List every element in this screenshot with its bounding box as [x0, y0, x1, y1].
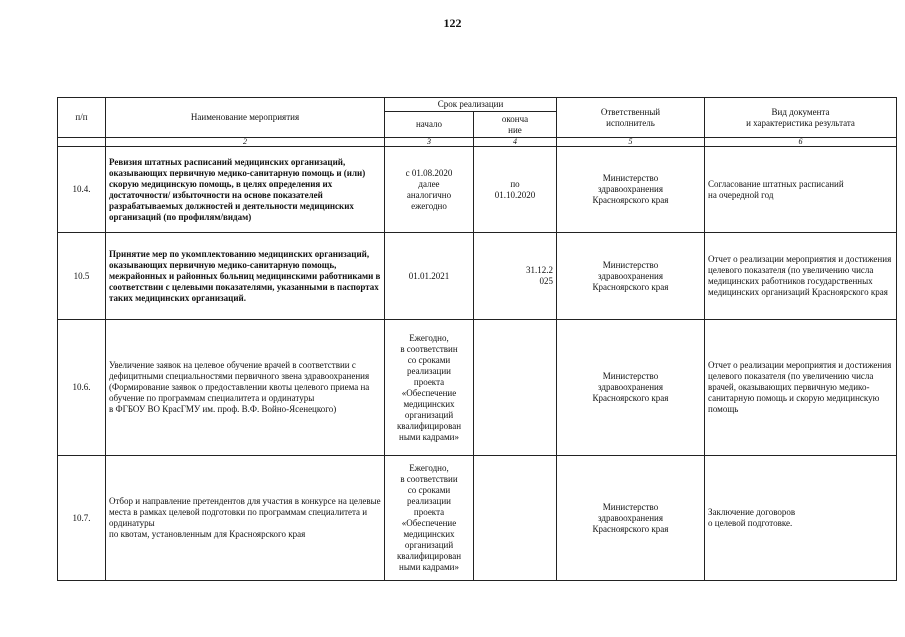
result: Отчет о реализации мероприятия и достижения целевого показателя (по увеличению числа медицинских работников государственных медицинских организаций Красноярского края: [705, 233, 897, 320]
responsible: Министерство здравоохранения Красноярского края: [557, 456, 705, 581]
result: Отчет о реализации мероприятия и достижения целевого показателя (по увеличению числа врачей, оказывающих первичную медико-санитарную помощь и скорую медицинскую помощь: [705, 320, 897, 456]
end-date: [474, 320, 557, 456]
column-number-empty: [58, 138, 106, 147]
row-number: 10.7.: [58, 456, 106, 581]
header-result: Вид документа и характеристика результата: [705, 98, 897, 138]
header-responsible: Ответственный исполнитель: [557, 98, 705, 138]
table-row: [58, 320, 897, 456]
result: Заключение договоров о целевой подготовке.: [705, 456, 897, 581]
activity-name: Отбор и направление претендентов для участия в конкурсе на целевые места в рамках целевой подготовки по программам специалитета и ординатуры по квотам, установленным для Красноярского края: [106, 456, 385, 581]
row-number: 10.6.: [58, 320, 106, 456]
end-date: [474, 456, 557, 581]
header-end: оконча ние: [474, 112, 557, 138]
activity-name: Принятие мер по укомплектованию медицинских организаций, оказывающих первичную медико-санитарную помощь, межрайонных и районных больниц медицинскими работниками в соответствии с целевыми показателями, указанными в паспортах таких медицинских организаций.: [106, 233, 385, 320]
activity-name: Увеличение заявок на целевое обучение врачей в соответствии с дефицитными специальностями первичного звена здравоохранения (Формирование заявок о предоставлении квоты целевого приема на обучение по программам специалитета и ординатуры в ФГБОУ ВО КрасГМУ им. проф. В.Ф. Войно-Ясенецкого): [106, 320, 385, 456]
responsible: Министерство здравоохранения Красноярского края: [557, 320, 705, 456]
activities-table: [57, 97, 897, 581]
column-number: 5: [557, 138, 705, 147]
result: Согласование штатных расписаний на очередной год: [705, 147, 897, 233]
column-number: 3: [385, 138, 474, 147]
table-row: [58, 233, 897, 320]
page-number: 122: [443, 16, 462, 30]
header-start: начало: [385, 112, 474, 138]
row-number: 10.5: [58, 233, 106, 320]
column-number: 4: [474, 138, 557, 147]
column-number: 2: [106, 138, 385, 147]
start-date: Ежегодно, в соответствии со сроками реализации проекта «Обеспечение медицинских организаций квалифицирован ными кадрами»: [385, 456, 474, 581]
activity-name: Ревизия штатных расписаний медицинских организаций, оказывающих первичную медико-санитарную помощь и (или) скорую медицинскую помощь, в целях определения их достаточности/ избыточности на основе показателей разрабатываемых должностей и деятельности медицинских организаций (по профилям/видам): [106, 147, 385, 233]
end-date: по 01.10.2020: [474, 147, 557, 233]
start-date: с 01.08.2020 далее аналогично ежегодно: [385, 147, 474, 233]
table-row: [58, 456, 897, 581]
row-number: 10.4.: [58, 147, 106, 233]
responsible: Министерство здравоохранения Красноярского края: [557, 147, 705, 233]
header-term: Срок реализации: [385, 98, 557, 112]
start-date: 01.01.2021: [385, 233, 474, 320]
column-number: 6: [705, 138, 897, 147]
start-date: Ежегодно, в соответствин со сроками реализации проекта «Обеспечение медицинских организаций квалифицирован ными кадрами»: [385, 320, 474, 456]
table-row: [58, 147, 897, 233]
header-num: п/п: [58, 98, 106, 138]
end-date: 31.12.2 025: [474, 233, 557, 320]
header-name: Наименование мероприятия: [106, 98, 385, 138]
responsible: Министерство здравоохранения Красноярского края: [557, 233, 705, 320]
column-numbers-row: [58, 138, 897, 147]
